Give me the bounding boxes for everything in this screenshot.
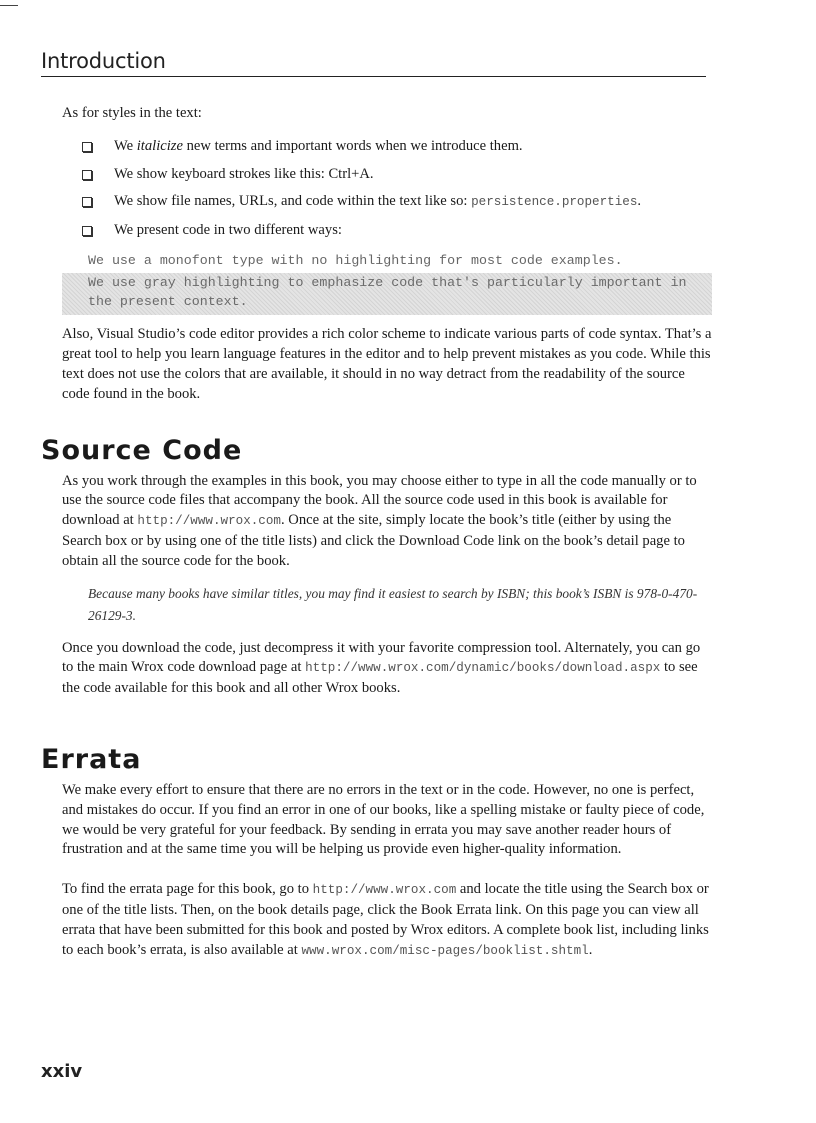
code-example xyxy=(88,252,712,315)
wrox-url: http://www.wrox.com xyxy=(137,514,281,529)
section-heading-source-code: Source Code xyxy=(41,434,243,466)
checkbox-bullet-icon xyxy=(82,142,92,152)
code-highlight-line: We use gray highlighting to emphasize code that's particularly important in xyxy=(88,274,687,290)
italic-example: italicize xyxy=(136,137,183,154)
list-item: We italicize new terms and important words when we introduce them. xyxy=(82,137,712,157)
code-plain-line: We use a monofont type with no highlighting for most code examples. xyxy=(88,252,623,268)
errata-paragraph: We make every effort to ensure that there are no errors in the text or in the code. However, no one is perfect, and mistakes do occur. If you find an error in one of our books, like a spelling mistake or faulty piece of code, we would be very grateful for your feedback. By sending in errata you may save another reader hours of frustration and at the same time you will be helping us provide even higher-quality information. xyxy=(62,781,705,858)
running-title: Introduction xyxy=(41,49,166,73)
wrox-url: http://www.wrox.com xyxy=(312,883,457,898)
errata-instructions-paragraph: To find the errata page for this book, go to http://www.wrox.com and locate the title using the Search box or one of the title lists. Then, on the book details page, click the Book Errata link. On this page you can view all errata that have been submitted for this book and posted by Wrox editors. A complete book list, including links to each book’s errata, is also available at www.wrox.com/misc-pages/booklist.shtml. xyxy=(62,881,709,958)
code-highlighted xyxy=(62,273,712,316)
page-body xyxy=(41,104,712,961)
source-code-paragraph: As you work through the examples in this book, you may choose either to type in all the code manually or to use the source code files that accompany the book. All the source code used in this book is available for download at http://www.wrox.com. Once at the site, simply locate the book’s title (either by using the Search box or by using one of the title lists) and click the Download Code link on the book’s detail page to obtain all the source code for the book. xyxy=(62,472,697,569)
checkbox-bullet-icon xyxy=(82,226,92,236)
page-number: xxiv xyxy=(41,1061,83,1082)
list-item: We present code in two different ways: xyxy=(82,221,712,241)
list-item: We show file names, URLs, and code within the text like so: persistence.properties. xyxy=(82,192,712,213)
booklist-url: www.wrox.com/misc-pages/booklist.shtml xyxy=(301,943,589,958)
styles-lead: As for styles in the text: xyxy=(62,105,202,121)
code-highlight-line: the present context. xyxy=(88,293,248,309)
isbn-note: Because many books have similar titles, you may find it easiest to search by ISBN; this book’s ISBN is 978-0-470-26129-3. xyxy=(88,585,698,623)
list-item: We show keyboard strokes like this: Ctrl+A. xyxy=(82,165,712,185)
crop-mark xyxy=(0,5,18,6)
download-paragraph: Once you download the code, just decompress it with your favorite compression tool. Alternately, you can go to the main Wrox code download page at http://www.wrox.com/dynamic/books/download.aspx to see the code available for this book and all other Wrox books. xyxy=(62,639,701,697)
download-url: http://www.wrox.com/dynamic/books/download.aspx xyxy=(305,661,661,676)
checkbox-bullet-icon xyxy=(82,197,92,207)
inline-code: persistence.properties xyxy=(471,195,638,210)
checkbox-bullet-icon xyxy=(82,170,92,180)
running-header xyxy=(41,46,706,77)
visual-studio-paragraph: Also, Visual Studio’s code editor provides a rich color scheme to indicate various parts of code syntax. That’s a great tool to help you learn language features in the editor and to help prevent mistakes as you code. While this text does not use the colors that are available, it should in no way detract from the readability of the source code found in the book. xyxy=(62,326,712,402)
styles-list xyxy=(62,137,712,241)
section-heading-errata: Errata xyxy=(41,743,142,775)
